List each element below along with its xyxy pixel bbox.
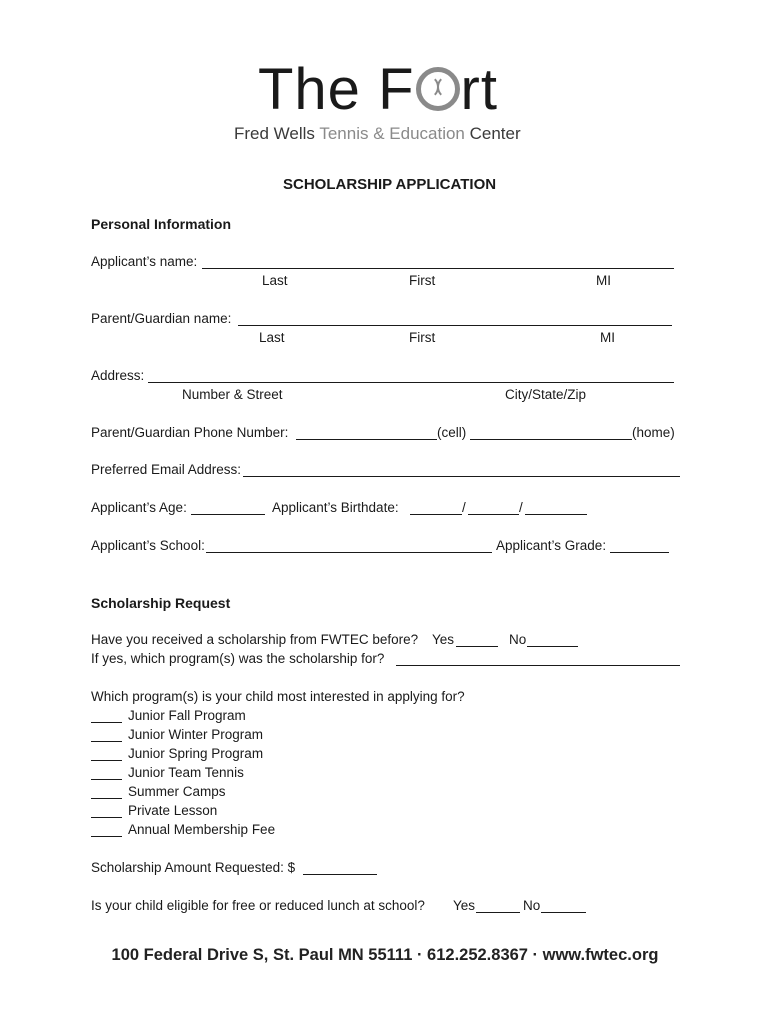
program-item: Annual Membership Fee — [128, 822, 276, 837]
logo-sub-part3: Center — [464, 124, 521, 143]
birth-month-field[interactable] — [410, 514, 462, 515]
home-phone-field[interactable] — [470, 439, 632, 440]
birth-day-field[interactable] — [468, 514, 519, 515]
lunch-no-field[interactable] — [541, 912, 586, 913]
grade-label: Applicant’s Grade: — [496, 538, 607, 553]
program-checkline[interactable] — [91, 817, 122, 818]
received-question: Have you received a scholarship from FWTEC before? — [91, 632, 419, 647]
logo-sub-part2: Tennis & Education — [319, 124, 465, 143]
prior-program-question: If yes, which program(s) was the scholarship for? — [91, 651, 385, 666]
program-item: Junior Spring Program — [128, 746, 264, 761]
logo-wordmark — [258, 58, 498, 122]
lunch-yes-label: Yes — [453, 898, 476, 913]
program-item: Private Lesson — [128, 803, 218, 818]
birthdate-slash-1: / — [462, 500, 466, 515]
interested-question: Which program(s) is your child most interested in applying for? — [91, 689, 465, 704]
program-checkline[interactable] — [91, 798, 122, 799]
tennis-ball-icon — [416, 67, 460, 111]
logo-subtitle — [234, 123, 521, 145]
city-state-zip-caption: City/State/Zip — [505, 387, 587, 402]
street-caption: Number & Street — [182, 387, 283, 402]
section-heading-request: Scholarship Request — [91, 595, 231, 611]
school-field[interactable] — [206, 552, 492, 553]
cell-caption: (cell) — [437, 425, 467, 440]
applicant-name-label: Applicant’s name: — [91, 254, 198, 269]
program-checkline[interactable] — [91, 741, 122, 742]
program-checkline[interactable] — [91, 779, 122, 780]
home-caption: (home) — [632, 425, 675, 440]
parent-mi-caption: MI — [600, 330, 615, 345]
parent-last-caption: Last — [259, 330, 285, 345]
parent-first-caption: First — [409, 330, 436, 345]
applicant-name-field[interactable] — [202, 268, 674, 269]
page-title: SCHOLARSHIP APPLICATION — [283, 176, 497, 193]
footer-contact: 100 Federal Drive S, St. Paul MN 55111 · 612.252.8367 · www.fwtec.org — [111, 946, 659, 964]
program-item: Junior Team Tennis — [128, 765, 244, 780]
logo-word-f: F — [378, 57, 415, 122]
program-item: Summer Camps — [128, 784, 226, 799]
lunch-question: Is your child eligible for free or reduced lunch at school? — [91, 898, 425, 913]
received-yes-label: Yes — [432, 632, 455, 647]
birthdate-slash-2: / — [519, 500, 523, 515]
email-field[interactable] — [243, 476, 680, 477]
logo-word-rt: rt — [460, 57, 498, 122]
applicant-last-caption: Last — [262, 273, 288, 288]
program-item: Junior Winter Program — [128, 727, 264, 742]
applicant-mi-caption: MI — [596, 273, 611, 288]
program-checkline[interactable] — [91, 722, 122, 723]
parent-name-field[interactable] — [238, 325, 672, 326]
lunch-no-label: No — [523, 898, 541, 913]
logo-word-the: The — [258, 57, 361, 122]
grade-field[interactable] — [610, 552, 669, 553]
amount-label: Scholarship Amount Requested: $ — [91, 860, 296, 875]
birthdate-label: Applicant’s Birthdate: — [272, 500, 399, 515]
program-checkline[interactable] — [91, 760, 122, 761]
lunch-yes-field[interactable] — [476, 912, 520, 913]
school-label: Applicant’s School: — [91, 538, 205, 553]
address-label: Address: — [91, 368, 145, 383]
age-label: Applicant’s Age: — [91, 500, 187, 515]
program-checkline[interactable] — [91, 836, 122, 837]
applicant-first-caption: First — [409, 273, 436, 288]
age-field[interactable] — [191, 514, 265, 515]
prior-program-field[interactable] — [396, 665, 680, 666]
cell-phone-field[interactable] — [296, 439, 437, 440]
phone-label: Parent/Guardian Phone Number: — [91, 425, 289, 440]
received-yes-field[interactable] — [456, 646, 498, 647]
amount-field[interactable] — [303, 874, 377, 875]
birth-year-field[interactable] — [525, 514, 587, 515]
program-item: Junior Fall Program — [128, 708, 246, 723]
email-label: Preferred Email Address: — [91, 462, 242, 477]
parent-name-label: Parent/Guardian name: — [91, 311, 232, 326]
logo-sub-part1: Fred Wells — [234, 124, 320, 143]
section-heading-personal: Personal Information — [91, 216, 232, 232]
address-field[interactable] — [148, 382, 674, 383]
received-no-field[interactable] — [527, 646, 578, 647]
received-no-label: No — [509, 632, 527, 647]
